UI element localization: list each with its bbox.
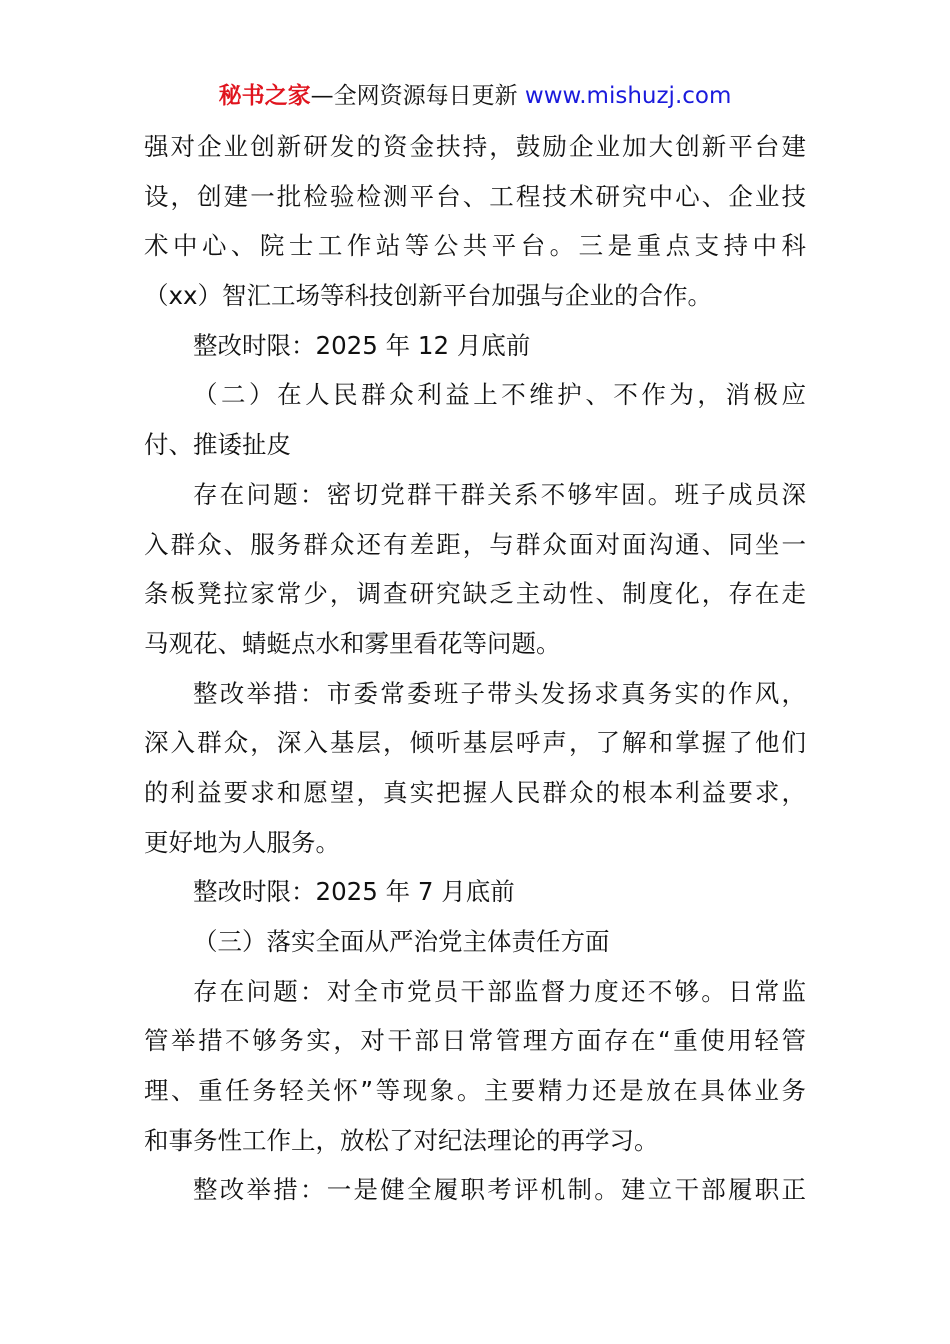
problem-line: 存在问题：密切党群干群关系不够牢固。班子成员深	[193, 479, 806, 509]
document-body	[144, 122, 806, 1215]
text-line: 设，创建一批检验检测平台、工程技术研究中心、企业技	[144, 181, 806, 211]
header-tagline: —全网资源每日更新	[310, 83, 525, 109]
text-line: 和事务性工作上，放松了对纪法理论的再学习。	[144, 1125, 659, 1155]
text-line: 条板凳拉家常少，调查研究缺乏主动性、制度化，存在走	[144, 579, 806, 609]
section-heading: （二）在人民群众利益上不维护、不作为，消极应	[193, 380, 806, 410]
text-line: 入群众、服务群众还有差距，与群众面对面沟通、同坐一	[144, 529, 806, 559]
measure-line: 整改举措：一是健全履职考评机制。建立干部履职正	[193, 1175, 806, 1205]
text-line: 术中心、院士工作站等公共平台。三是重点支持中科	[144, 231, 806, 261]
section-heading-cont: 付、推诿扯皮	[144, 430, 291, 460]
site-url-link[interactable]: www.mishuzj.com	[524, 83, 732, 109]
text-line: 强对企业创新研发的资金扶持，鼓励企业加大创新平台建	[144, 132, 806, 161]
text-line: 管举措不够务实，对干部日常管理方面存在“重使用轻管	[144, 1026, 806, 1056]
brand-name: 秘书之家	[218, 83, 311, 109]
text-line: 更好地为人服务。	[144, 827, 340, 857]
section-heading: （三）落实全面从严治党主体责任方面	[193, 927, 610, 956]
text-line: 马观花、蜻蜓点水和雾里看花等问题。	[144, 628, 561, 658]
problem-line: 存在问题：对全市党员干部监督力度还不够。日常监	[193, 976, 806, 1006]
deadline-line: 整改时限：2025 年 7 月底前	[193, 877, 515, 907]
text-line: 的利益要求和愿望，真实把握人民群众的根本利益要求，	[144, 777, 806, 807]
site-header	[0, 80, 950, 112]
text-line: （xx）智汇工场等科技创新平台加强与企业的合作。	[144, 281, 712, 311]
text-line: 理、重任务轻关怀”等现象。主要精力还是放在具体业务	[144, 1076, 806, 1106]
measure-line: 整改举措：市委常委班子带头发扬求真务实的作风，	[193, 678, 806, 708]
deadline-line: 整改时限：2025 年 12 月底前	[193, 330, 531, 360]
text-line: 深入群众，深入基层，倾听基层呼声，了解和掌握了他们	[144, 728, 806, 758]
